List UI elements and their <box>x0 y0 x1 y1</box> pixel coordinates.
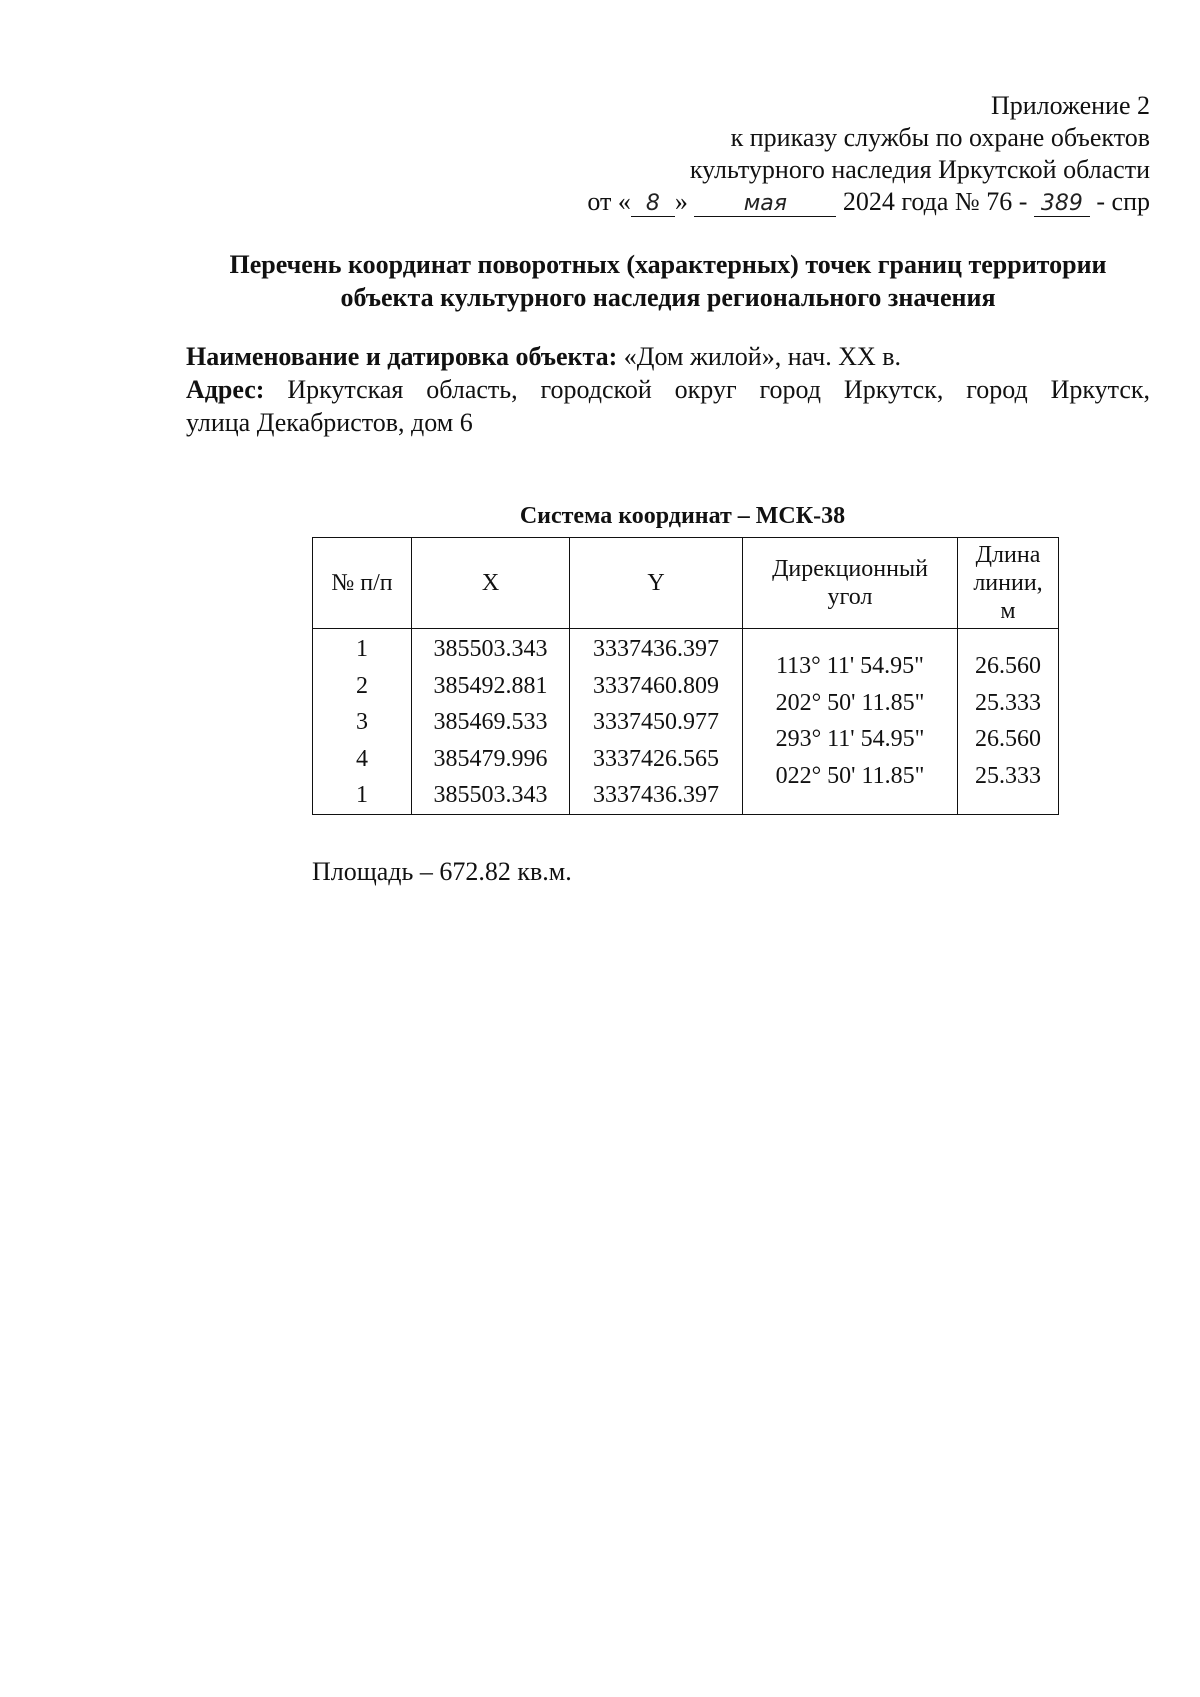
object-address-continuation: улица Декабристов, дом 6 <box>186 408 473 437</box>
object-name-line <box>186 340 1150 373</box>
point-y: 3337460.809 <box>593 672 719 699</box>
title-line-1: Перечень координат поворотных (характерных) точек границ территории <box>229 250 1107 279</box>
point-y: 3337436.397 <box>593 636 719 662</box>
object-address-label: Адрес: <box>186 375 265 404</box>
point-x: 385479.996 <box>433 745 548 772</box>
point-number: 4 <box>356 745 368 772</box>
date-mid: » <box>674 187 688 216</box>
segment-length: 25.333 <box>975 762 1041 789</box>
segment-length: 25.333 <box>975 689 1041 716</box>
segment-angle: 202° 50' 11.85" <box>775 689 925 716</box>
segment-angle: 113° 11' 54.95" <box>776 653 924 680</box>
title-line-2: объекта культурного наследия регионального значения <box>340 283 996 312</box>
segment-angle: 022° 50' 11.85" <box>775 762 925 789</box>
header-y: Y <box>570 538 743 629</box>
point-number: 2 <box>356 672 368 699</box>
table-header-row <box>313 538 1059 629</box>
point-y: 3337436.397 <box>593 782 719 808</box>
point-x: 385469.533 <box>433 709 548 735</box>
object-name-value: «Дом жилой», нач. XX в. <box>623 342 902 371</box>
segment-length: 26.560 <box>975 653 1041 680</box>
handwritten-day: 8 <box>631 192 675 217</box>
object-address-line <box>186 373 1150 406</box>
header-length-line-2: линии, <box>973 570 1043 596</box>
header-number: № п/п <box>313 538 412 629</box>
appendix-date-line <box>587 186 1150 218</box>
handwritten-month: мая <box>694 192 836 217</box>
date-year-number: 2024 года № 76 - <box>842 187 1028 216</box>
line-length-column <box>958 629 1059 815</box>
date-prefix: от « <box>587 187 631 216</box>
direction-angle-column <box>743 629 958 815</box>
point-number-column <box>313 629 412 815</box>
point-number: 3 <box>356 709 368 735</box>
appendix-number: Приложение 2 <box>990 91 1150 120</box>
segment-length: 26.560 <box>975 726 1041 753</box>
header-direction-angle <box>743 538 958 629</box>
object-name-label: Наименование и датировка объекта: <box>186 342 618 371</box>
appendix-header <box>587 90 1150 218</box>
object-address-value-1: Иркутская область, городской округ город Иркутск, город Иркутск, <box>287 375 1151 404</box>
appendix-order-line: к приказу службы по охране объектов <box>730 123 1150 152</box>
document-title <box>186 248 1150 314</box>
header-direction-line-1: Дирекционный <box>772 556 928 582</box>
appendix-agency-line: культурного наследия Иркутской области <box>689 155 1150 184</box>
header-length-line-1: Длина <box>975 542 1041 568</box>
object-info <box>186 340 1150 439</box>
point-x: 385503.343 <box>433 636 548 662</box>
coordinates-table <box>312 537 1059 815</box>
table-body-row <box>313 629 1059 815</box>
header-length-line-3: м <box>1000 598 1016 624</box>
point-y: 3337426.565 <box>593 745 719 772</box>
point-number: 1 <box>356 782 368 808</box>
point-y: 3337450.977 <box>593 709 719 735</box>
header-direction-line-2: угол <box>827 584 873 610</box>
header-line-length <box>958 538 1059 629</box>
area-statement: Площадь – 672.82 кв.м. <box>312 857 572 886</box>
segment-angle: 293° 11' 54.95" <box>775 726 925 753</box>
header-x: X <box>412 538 570 629</box>
point-x: 385503.343 <box>433 782 548 808</box>
coordinate-system-caption: Система координат – МСК-38 <box>519 503 846 529</box>
y-column <box>570 629 743 815</box>
order-suffix: - спр <box>1096 187 1150 216</box>
handwritten-order-number: 389 <box>1034 192 1090 217</box>
point-number: 1 <box>356 636 368 662</box>
x-column <box>412 629 570 815</box>
point-x: 385492.881 <box>433 672 548 699</box>
